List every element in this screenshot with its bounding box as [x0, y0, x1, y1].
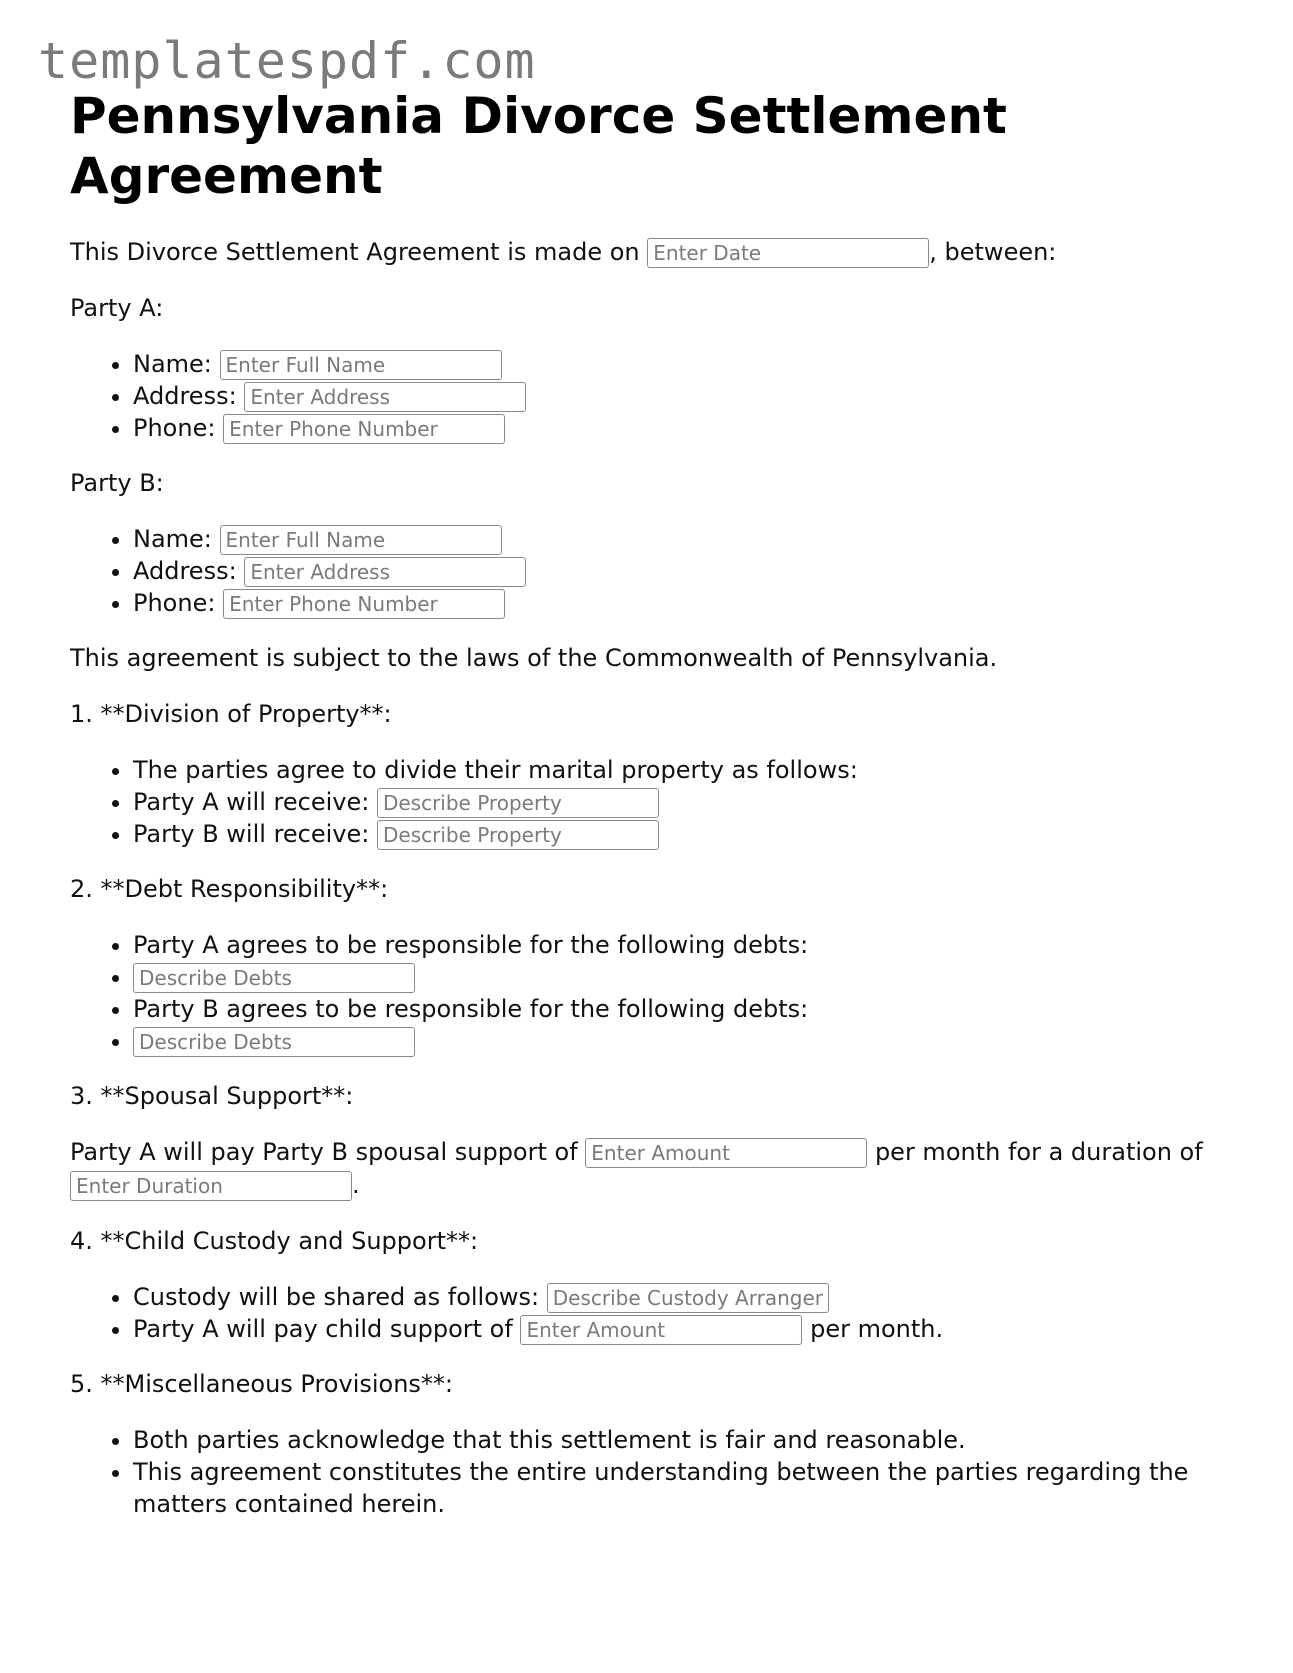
list-item: • This agreement constitutes the entire understanding between the parties regarding the matters contained herein. — [133, 1456, 1230, 1520]
spousal-text: Party A will pay Party B spousal support of — [70, 1138, 578, 1166]
field-suffix: per month. — [810, 1315, 944, 1343]
debt-list — [70, 929, 1230, 1057]
list-item — [133, 818, 1230, 850]
spousal-support-paragraph — [70, 1136, 1230, 1202]
intro-text: This Divorce Settlement Agreement is made on — [70, 238, 640, 266]
list-item: • The parties agree to divide their marital property as follows: — [133, 754, 1230, 786]
list-item — [133, 523, 1230, 555]
field-label: Custody will be shared as follows: — [133, 1283, 540, 1311]
field-label: Party A will pay child support of — [133, 1315, 513, 1343]
spousal-duration-input[interactable] — [70, 1171, 352, 1201]
spousal-text-end: . — [352, 1171, 360, 1199]
party-b-list — [70, 523, 1230, 619]
party-a-property-input[interactable] — [377, 788, 659, 818]
watermark: templatespdf.com — [38, 32, 536, 90]
party-a-heading: Party A: — [70, 294, 164, 322]
party-b-name-input[interactable] — [220, 525, 502, 555]
party-b-heading: Party B: — [70, 469, 164, 497]
spousal-support-heading: 3. **Spousal Support**: — [70, 1082, 354, 1110]
party-b-phone-input[interactable] — [223, 589, 505, 619]
document — [70, 86, 1230, 1543]
party-b-address-input[interactable] — [244, 557, 526, 587]
field-label: Address: — [133, 557, 237, 585]
child-support-amount-input[interactable] — [520, 1315, 802, 1345]
party-a-phone-input[interactable] — [223, 414, 505, 444]
misc-heading: 5. **Miscellaneous Provisions**: — [70, 1370, 454, 1398]
governing-law-text: This agreement is subject to the laws of the Commonwealth of Pennsylvania. — [70, 644, 998, 672]
list-item — [133, 1025, 1230, 1057]
custody-arrangement-input[interactable] — [547, 1283, 829, 1313]
list-item — [133, 786, 1230, 818]
property-heading: 1. **Division of Property**: — [70, 700, 392, 728]
list-item — [133, 587, 1230, 619]
party-a-debts-input[interactable] — [133, 963, 415, 993]
list-item — [133, 1281, 1230, 1313]
field-label: Phone: — [133, 414, 216, 442]
party-a-address-input[interactable] — [244, 382, 526, 412]
custody-list — [70, 1281, 1230, 1345]
list-item: • Party A agrees to be responsible for the following debts: — [133, 929, 1230, 961]
list-item — [133, 348, 1230, 380]
list-item — [133, 1313, 1230, 1345]
property-list — [70, 754, 1230, 850]
agreement-date-input[interactable] — [647, 238, 929, 268]
page-title: Pennsylvania Divorce Settlement Agreement — [70, 87, 1007, 205]
debt-heading: 2. **Debt Responsibility**: — [70, 875, 389, 903]
misc-list — [70, 1424, 1230, 1520]
list-item — [133, 412, 1230, 444]
field-label: Party B will receive: — [133, 820, 370, 848]
party-b-debts-input[interactable] — [133, 1027, 415, 1057]
list-item — [133, 555, 1230, 587]
list-item: • Both parties acknowledge that this settlement is fair and reasonable. — [133, 1424, 1230, 1456]
list-item: • Party B agrees to be responsible for the following debts: — [133, 993, 1230, 1025]
custody-heading: 4. **Child Custody and Support**: — [70, 1227, 479, 1255]
field-label: Party A will receive: — [133, 788, 370, 816]
intro-text-end: , between: — [929, 238, 1057, 266]
list-item — [133, 961, 1230, 993]
party-b-property-input[interactable] — [377, 820, 659, 850]
party-a-name-input[interactable] — [220, 350, 502, 380]
spousal-text-middle: per month for a duration of — [874, 1138, 1203, 1166]
field-label: Name: — [133, 350, 212, 378]
intro-paragraph — [70, 236, 1230, 269]
field-label: Name: — [133, 525, 212, 553]
party-a-list — [70, 348, 1230, 444]
field-label: Phone: — [133, 589, 216, 617]
spousal-amount-input[interactable] — [585, 1138, 867, 1168]
list-item — [133, 380, 1230, 412]
field-label: Address: — [133, 382, 237, 410]
